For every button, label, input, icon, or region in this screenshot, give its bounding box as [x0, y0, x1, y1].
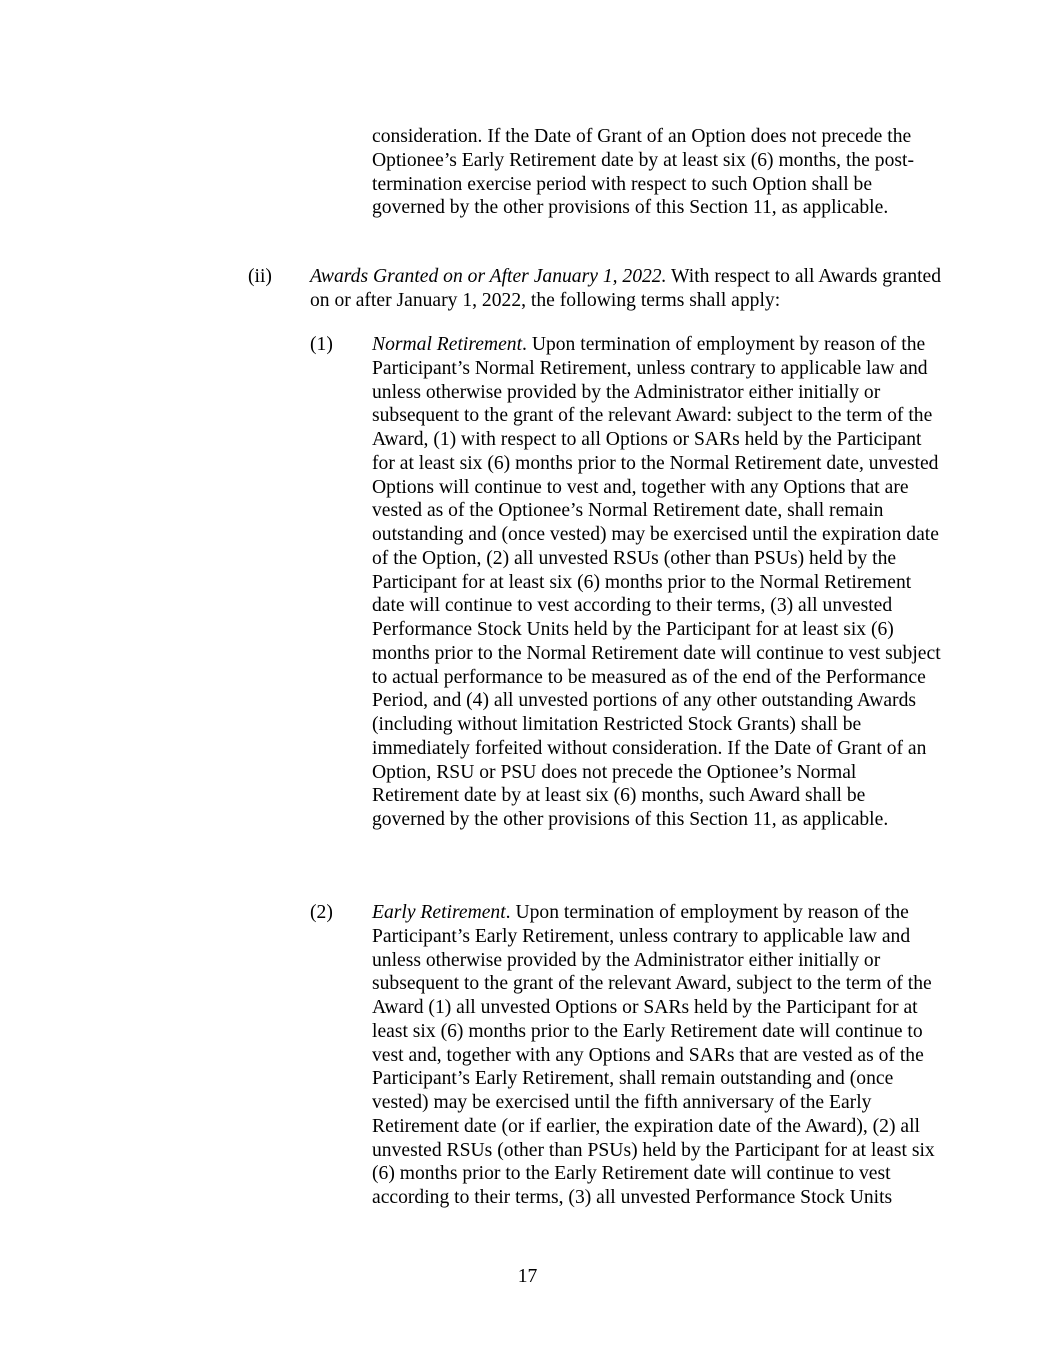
section-ii-text: With respect to all Awards granted on or after January 1, 2022, the following terms shall apply: [310, 266, 942, 311]
item-1-heading: Normal Retirement [372, 334, 523, 355]
item-2-marker: (2) [310, 902, 333, 923]
section-ii-marker: (ii) [248, 266, 272, 287]
item-2-heading: Early Retirement [372, 902, 506, 923]
item-1-marker: (1) [310, 334, 333, 355]
continuation-paragraph: consideration. If the Date of Grant of an Option does not precede the Optionee’s Early Retirement date by at least six (6) months, the post-termination exercise period with respect to such Option shall be governed by the other provisions of this Section 11, as applicable. [372, 126, 914, 219]
item-2-paragraph [372, 901, 942, 1210]
page-number: 17 [517, 1266, 538, 1287]
item-1-paragraph [372, 333, 942, 832]
section-ii-heading: Awards Granted on or After January 1, 2022. [310, 266, 667, 287]
item-1-text: . Upon termination of employment by reason of the Participant’s Normal Retirement, unless contrary to applicable law and unless otherwise provided by the Administrator either initially or subsequent to the grant of the relevant Award: subject to the term of the Award, (1) with respect to all Options or SARs held by the Participant for at least six (6) months prior to the Normal Retirement date, unvested Options will continue to vest and, together with any Options that are vested as of the Optionee’s Normal Retirement date, shall remain outstanding and (once vested) may be exercised until the expiration date of the Option, (2) all unvested RSUs (other than PSUs) held by the Participant for at least six (6) months prior to the Normal Retirement date will continue to vest according to their terms, (3) all unvested Performance Stock Units held by the Participant for at least six (6) months prior to the Normal Retirement date will continue to vest subject to actual performance to be measured as of the end of the Performance Period, and (4) all unvested portions of any other outstanding Awards (including without limitation Restricted Stock Grants) shall be immediately forfeited without consideration. If the Date of Grant of an Option, RSU or PSU does not precede the Optionee’s Normal Retirement date by at least six (6) months, such Award shall be governed by the other provisions of this Section 11, as applicable. [372, 334, 941, 830]
section-ii-paragraph [310, 265, 942, 313]
item-2-text: . Upon termination of employment by reason of the Participant’s Early Retirement, unless contrary to applicable law and unless otherwise provided by the Administrator either initially or subsequent to the grant of the relevant Award, subject to the term of the Award (1) all unvested Options or SARs held by the Participant for at least six (6) months prior to the Early Retirement date will continue to vest and, together with any Options and SARs that are vested as of the Participant’s Early Retirement, shall remain outstanding and (once vested) may be exercised until the fifth anniversary of the Early Retirement date (or if earlier, the expiration date of the Award), (2) all unvested RSUs (other than PSUs) held by the Participant for at least six (6) months prior to the Early Retirement date will continue to vest according to their terms, (3) all unvested Performance Stock Units [372, 902, 935, 1208]
